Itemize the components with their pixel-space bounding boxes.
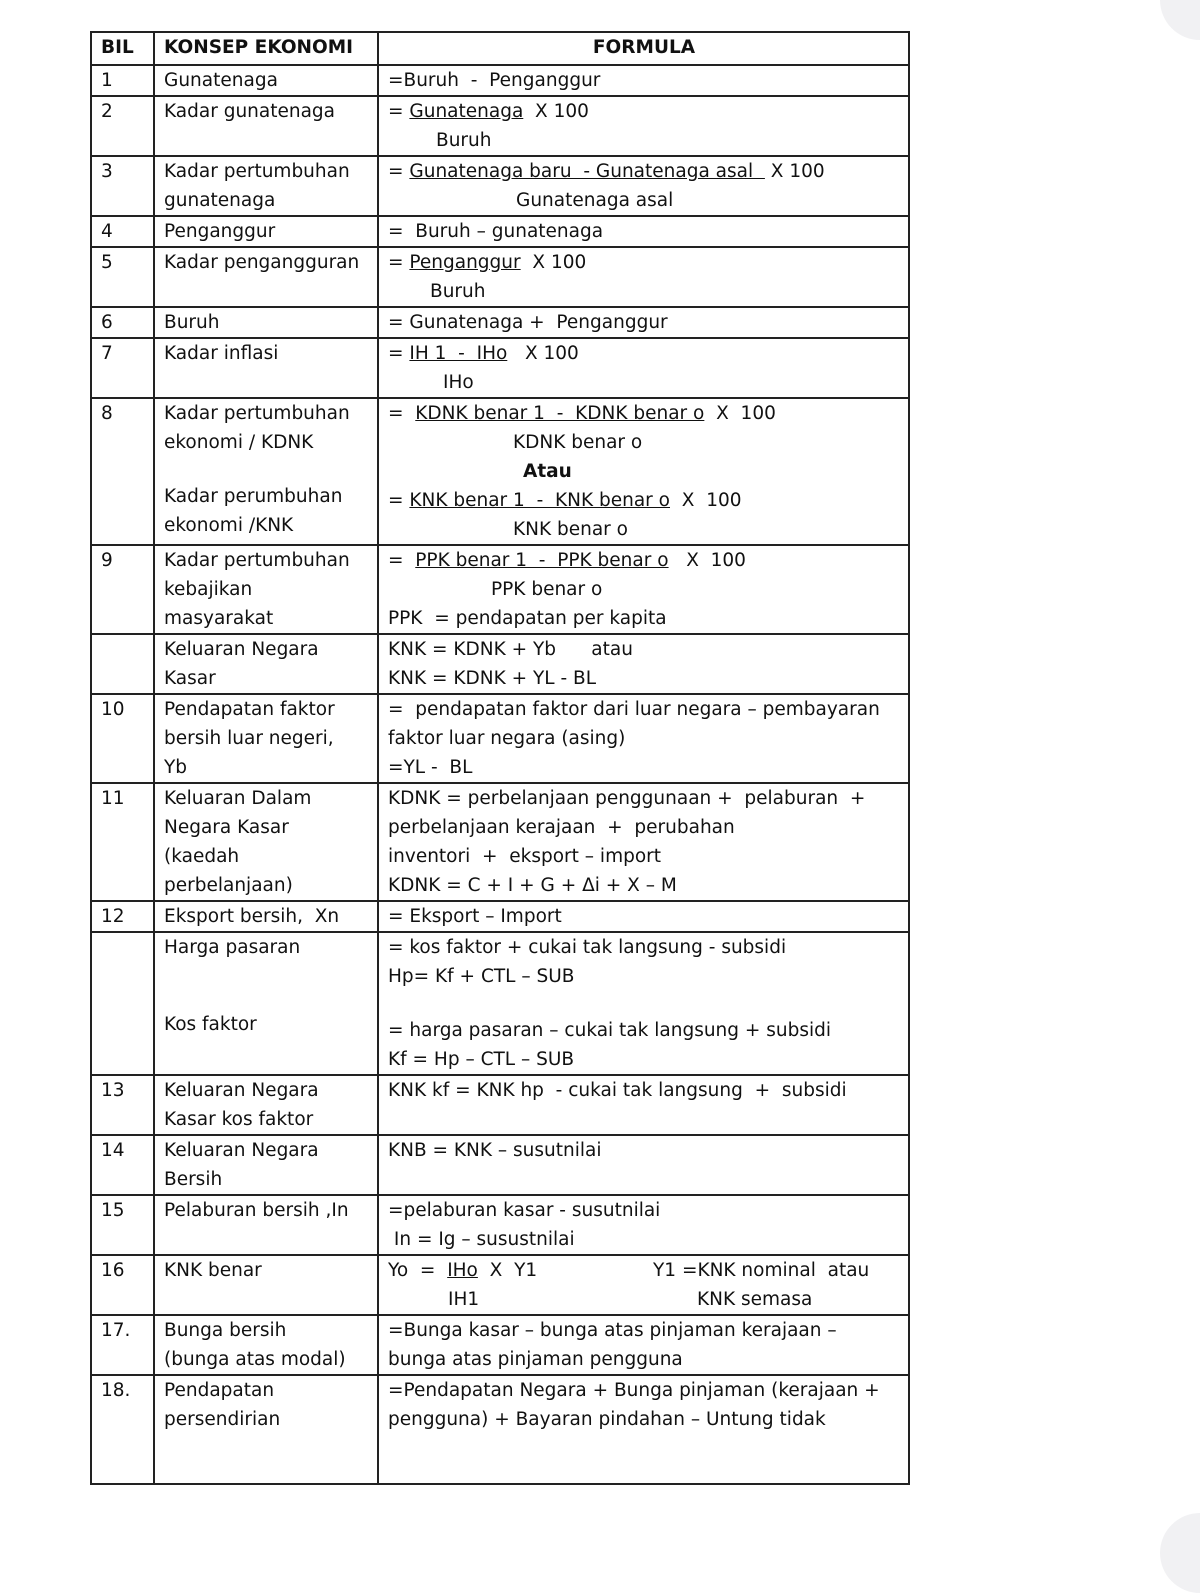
table-row	[91, 1315, 909, 1375]
row-formula: =pelaburan kasar - susutnilai In = Ig – susustnilai	[378, 1195, 909, 1255]
row-formula: Yo = IHo X Y1 IH1 Y1 =KNK nominal atau KNK semasa	[378, 1255, 909, 1315]
row-bil: 9	[91, 545, 154, 634]
table-row	[91, 783, 909, 901]
row-formula: = Penganggur X 100 Buruh	[378, 247, 909, 307]
row-formula: = IH 1 - IHo X 100 IHo	[378, 338, 909, 398]
row-bil: 17.	[91, 1315, 154, 1375]
row-bil: 11	[91, 783, 154, 901]
row-formula: =Bunga kasar – bunga atas pinjaman kerajaan – bunga atas pinjaman pengguna	[378, 1315, 909, 1375]
row-konsep: KNK benar	[154, 1255, 378, 1315]
page-corner-decoration	[1160, 1513, 1200, 1593]
row-bil: 16	[91, 1255, 154, 1315]
table-row	[91, 901, 909, 932]
table-row	[91, 634, 909, 694]
row-konsep: Eksport bersih, Xn	[154, 901, 378, 932]
row-konsep: Keluaran Negara Bersih	[154, 1135, 378, 1195]
row-bil: 5	[91, 247, 154, 307]
table-row	[91, 545, 909, 634]
row-bil: 4	[91, 216, 154, 247]
row-bil	[91, 634, 154, 694]
table-row	[91, 932, 909, 1075]
table-row	[91, 398, 909, 545]
row-konsep: Gunatenaga	[154, 65, 378, 96]
table-row	[91, 1255, 909, 1315]
row-konsep: Pelaburan bersih ,In	[154, 1195, 378, 1255]
row-konsep: Pendapatan faktor bersih luar negeri, Yb	[154, 694, 378, 783]
row-bil	[91, 932, 154, 1075]
table-row	[91, 247, 909, 307]
row-bil: 10	[91, 694, 154, 783]
row-bil: 3	[91, 156, 154, 216]
formula-note: Y1 =KNK nominal atau	[653, 1260, 870, 1281]
row-konsep: Bunga bersih (bunga atas modal)	[154, 1315, 378, 1375]
header-konsep: KONSEP EKONOMI	[154, 32, 378, 65]
row-konsep: Harga pasaran Kos faktor	[154, 932, 378, 1075]
row-bil: 2	[91, 96, 154, 156]
row-bil: 7	[91, 338, 154, 398]
table-row	[91, 96, 909, 156]
row-konsep: Kadar pengangguran	[154, 247, 378, 307]
row-bil: 13	[91, 1075, 154, 1135]
row-formula: = pendapatan faktor dari luar negara – pembayaran faktor luar negara (asing) =YL - BL	[378, 694, 909, 783]
row-formula: =Pendapatan Negara + Bunga pinjaman (kerajaan + pengguna) + Bayaran pindahan – Untung tidak	[378, 1375, 909, 1484]
row-bil: 12	[91, 901, 154, 932]
table-row	[91, 1375, 909, 1484]
row-konsep: Kadar gunatenaga	[154, 96, 378, 156]
table-header-row	[91, 32, 909, 65]
formula-note: KNK semasa	[697, 1289, 813, 1310]
row-formula: KNK kf = KNK hp - cukai tak langsung + subsidi	[378, 1075, 909, 1135]
table-row	[91, 156, 909, 216]
row-formula: =Buruh - Penganggur	[378, 65, 909, 96]
row-bil: 6	[91, 307, 154, 338]
row-konsep: Keluaran Negara Kasar kos faktor	[154, 1075, 378, 1135]
row-formula: KDNK = perbelanjaan penggunaan + pelaburan + perbelanjaan kerajaan + perubahan inventori + eksport – import KDNK = C + I + G + Δi + X – M	[378, 783, 909, 901]
row-konsep: Kadar inflasi	[154, 338, 378, 398]
row-bil: 18.	[91, 1375, 154, 1484]
row-formula: KNB = KNK – susutnilai	[378, 1135, 909, 1195]
row-konsep: Kadar pertumbuhan kebajikan masyarakat	[154, 545, 378, 634]
table-row	[91, 338, 909, 398]
row-formula: = Eksport – Import	[378, 901, 909, 932]
row-konsep: Buruh	[154, 307, 378, 338]
row-formula: = Gunatenaga X 100 Buruh	[378, 96, 909, 156]
row-formula: KNK = KDNK + Yb atau KNK = KDNK + YL - BL	[378, 634, 909, 694]
header-formula: FORMULA	[378, 32, 909, 65]
header-bil: BIL	[91, 32, 154, 65]
row-formula: = Gunatenaga baru - Gunatenaga asal X 100 Gunatenaga asal	[378, 156, 909, 216]
table-row	[91, 1075, 909, 1135]
row-bil: 1	[91, 65, 154, 96]
row-bil: 14	[91, 1135, 154, 1195]
row-formula: = kos faktor + cukai tak langsung - subsidi Hp= Kf + CTL – SUB = harga pasaran – cukai tak langsung + subsidi Kf = Hp – CTL – SUB	[378, 932, 909, 1075]
table-row	[91, 65, 909, 96]
row-konsep: Keluaran Negara Kasar	[154, 634, 378, 694]
row-formula: = PPK benar 1 - PPK benar o X 100 PPK benar o PPK = pendapatan per kapita	[378, 545, 909, 634]
page-corner-decoration	[1160, 0, 1200, 40]
economic-formula-table	[90, 31, 910, 1485]
table-row	[91, 1195, 909, 1255]
table-row	[91, 694, 909, 783]
row-konsep: Penganggur	[154, 216, 378, 247]
row-konsep: Keluaran Dalam Negara Kasar (kaedah perbelanjaan)	[154, 783, 378, 901]
row-konsep: Pendapatan persendirian	[154, 1375, 378, 1484]
table-row	[91, 307, 909, 338]
row-konsep: Kadar pertumbuhan gunatenaga	[154, 156, 378, 216]
row-formula: = KDNK benar 1 - KDNK benar o X 100 KDNK benar o Atau = KNK benar 1 - KNK benar o X 100 KNK benar o	[378, 398, 909, 545]
row-bil: 15	[91, 1195, 154, 1255]
table-row	[91, 216, 909, 247]
row-formula: = Gunatenaga + Penganggur	[378, 307, 909, 338]
row-konsep: Kadar pertumbuhan ekonomi / KDNK Kadar perumbuhan ekonomi /KNK	[154, 398, 378, 545]
row-bil: 8	[91, 398, 154, 545]
table-row	[91, 1135, 909, 1195]
row-formula: = Buruh – gunatenaga	[378, 216, 909, 247]
